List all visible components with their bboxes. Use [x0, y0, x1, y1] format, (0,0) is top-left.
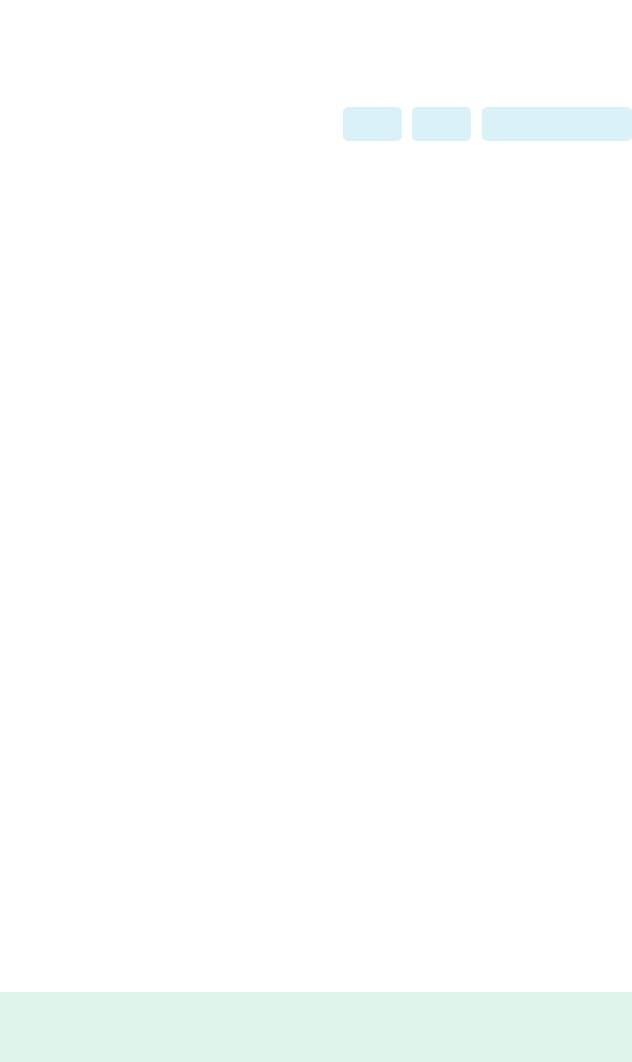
activities-list	[0, 152, 632, 864]
highlighted-answer-block	[0, 992, 632, 1062]
all-exercises-button[interactable]	[482, 107, 632, 141]
prev-exercise-button[interactable]	[343, 107, 402, 141]
highlighted-answer-text	[0, 992, 632, 993]
next-exercise-button[interactable]	[412, 107, 471, 141]
